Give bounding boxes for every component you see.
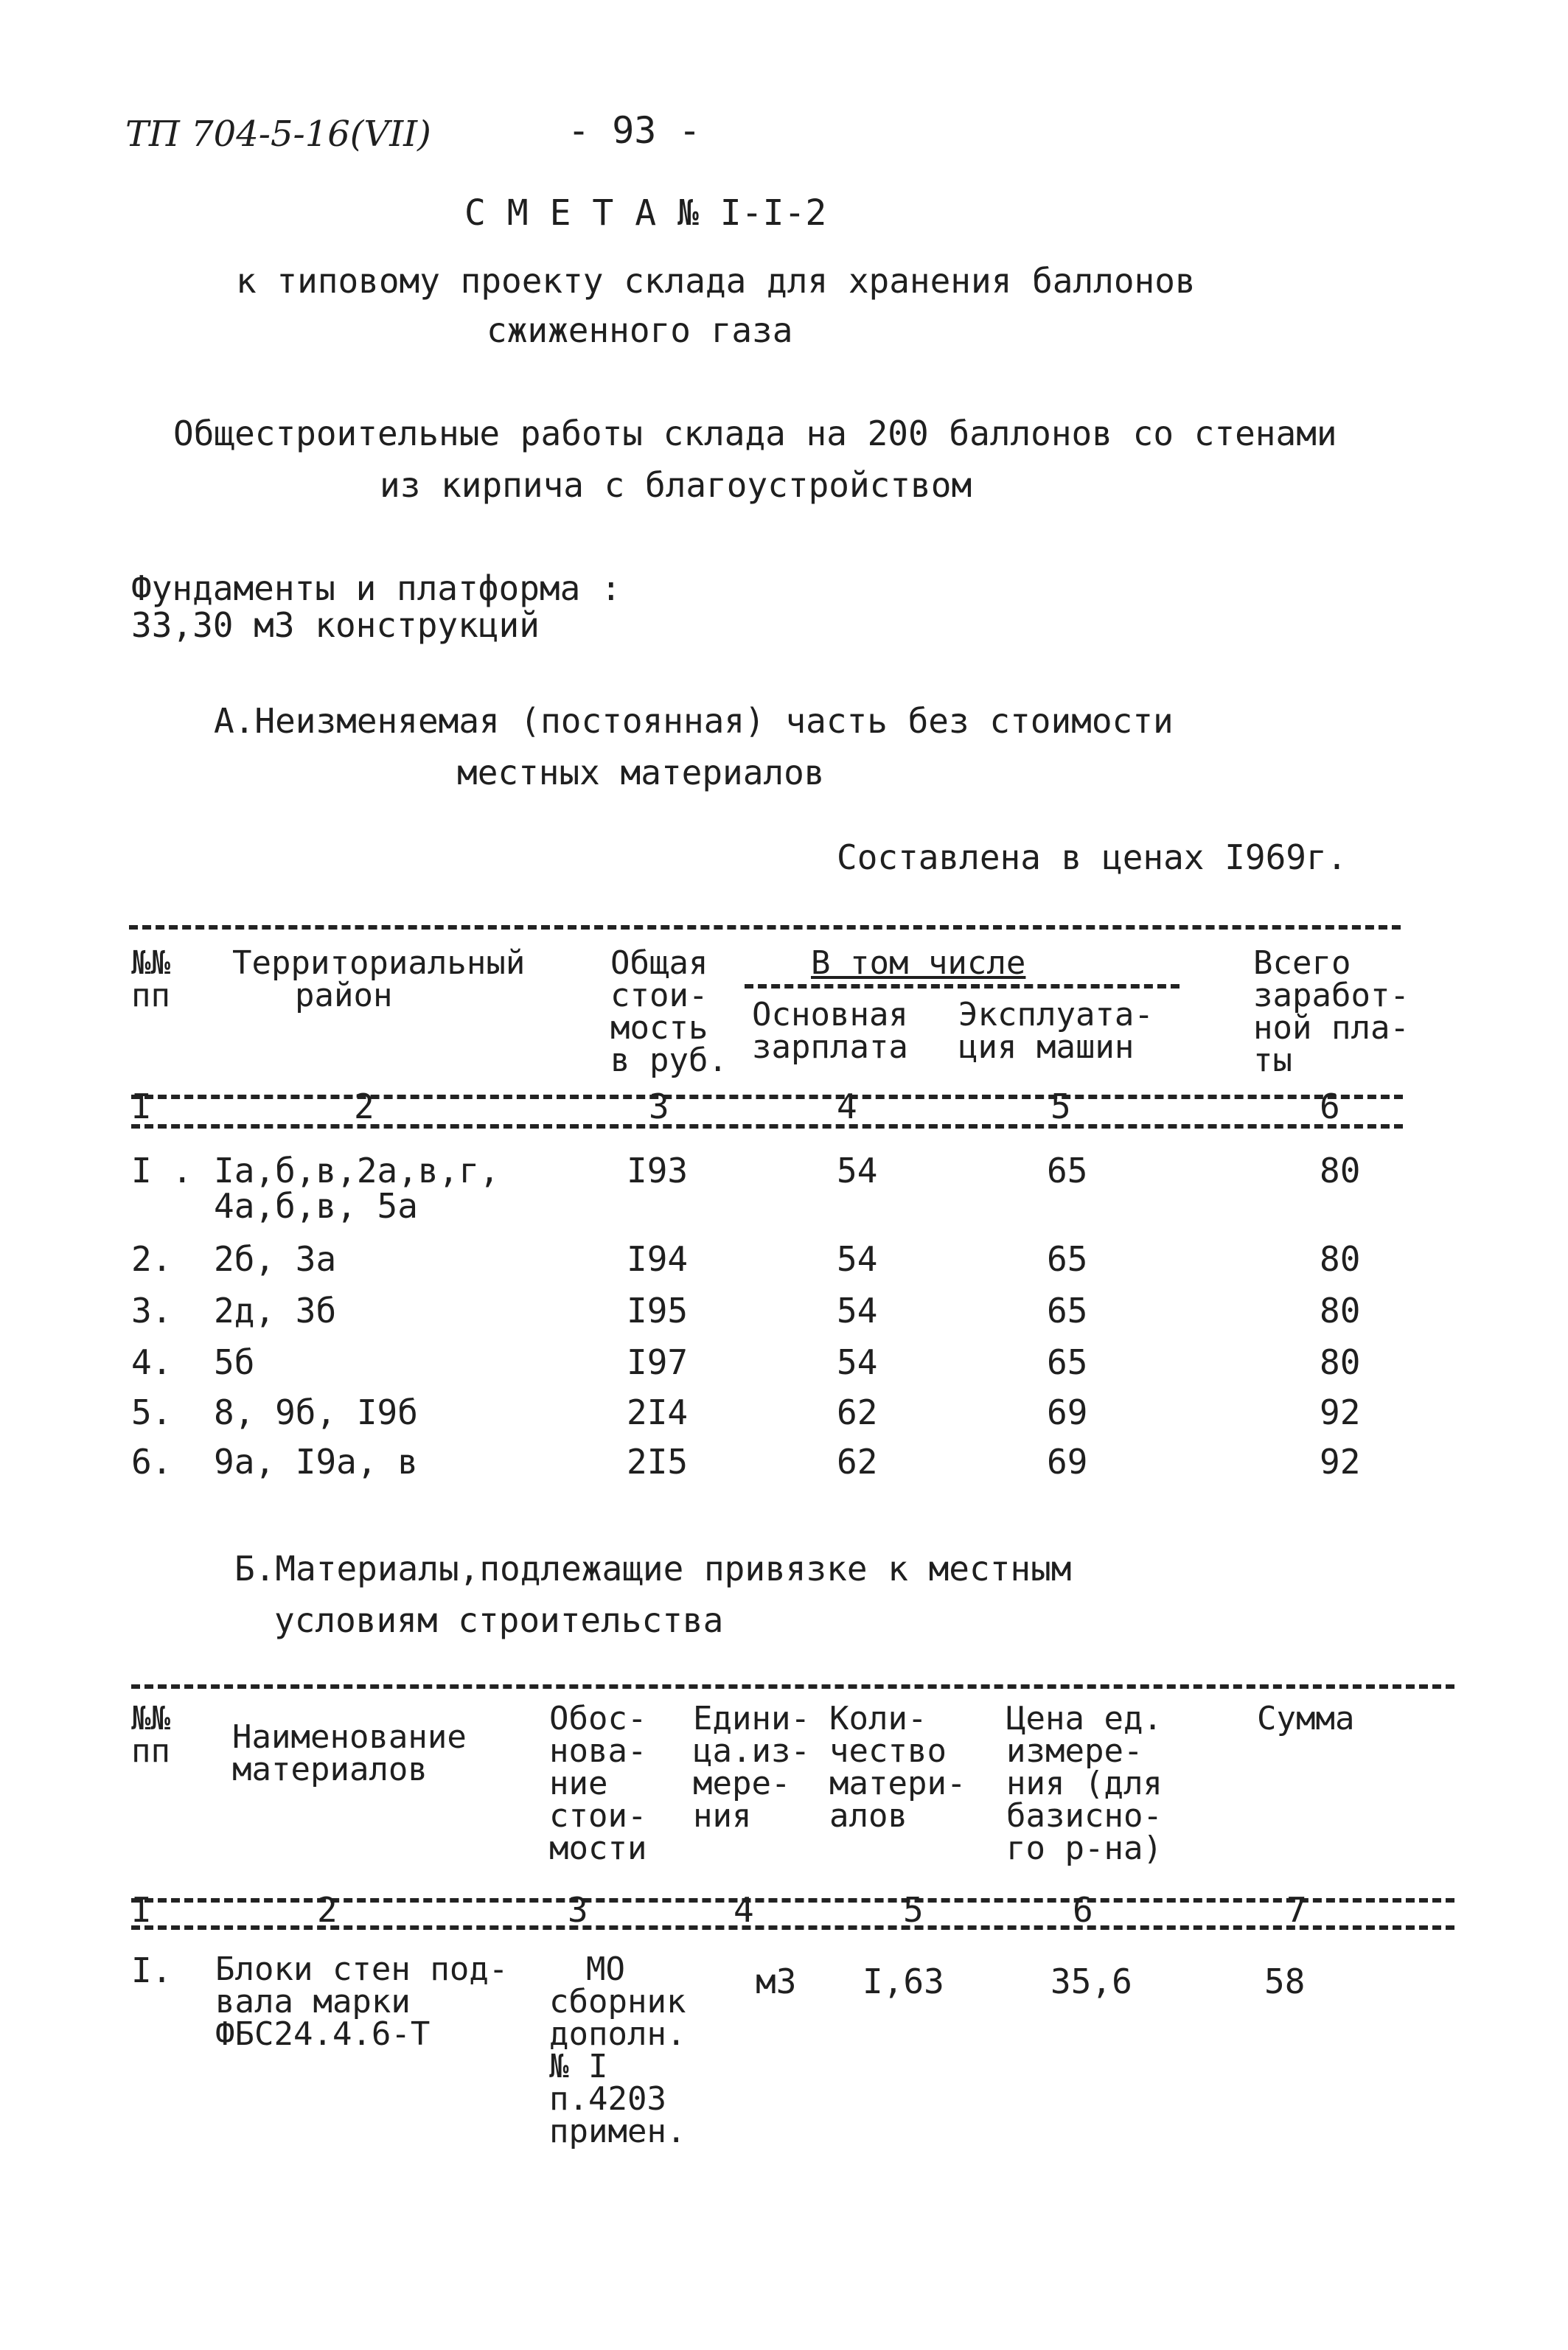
table-a-row-district: 9а, I9а, в [214, 1442, 418, 1482]
table-a-row-district: 5б [214, 1342, 255, 1382]
table-a-row-district: Iа,б,в,2а,в,г, [214, 1151, 500, 1190]
table-b-row-basis: МО сборник дополн. № I п.4203 примен. [549, 1950, 686, 2150]
table-a-row-wages: 62 [837, 1392, 878, 1432]
table-a-row-district: 2б, 3а [214, 1239, 337, 1279]
table-a-row-all-wages: 80 [1320, 1239, 1361, 1279]
table-a-row-total: I93 [627, 1151, 689, 1190]
table-b-header-name: Наименование материалов [232, 1718, 467, 1788]
table-b-row-num: I. [131, 1950, 173, 1990]
table-a-row-machines: 65 [1047, 1151, 1088, 1190]
table-b-colnum-4: 4 [734, 1890, 754, 1930]
table-a-row-district: 2д, 3б [214, 1291, 337, 1331]
table-b-colnum-1: I [131, 1890, 152, 1930]
table-a-row-machines: 65 [1047, 1291, 1088, 1331]
table-b-header-price: Цена ед. измере- ния (для базисно- го р-на) [1006, 1700, 1163, 1867]
table-b-row-unit: м3 [756, 1962, 797, 2001]
table-a-row-wages: 54 [837, 1291, 878, 1331]
page-number: - 93 - [568, 109, 701, 152]
table-b-row-sum: 58 [1264, 1962, 1306, 2001]
table-b-row-qty: I,63 [863, 1962, 944, 2001]
table-b-colnum-6: 6 [1073, 1890, 1093, 1930]
table-b-colnum-2: 2 [317, 1890, 338, 1930]
section-b-title-line-1: Б.Материалы,подлежащие привязке к местным [234, 1549, 1072, 1589]
table-a-row-wages: 54 [837, 1239, 878, 1279]
table-a-colnum-6: 6 [1320, 1087, 1340, 1126]
table-a-row-district-cont: 4а,б,в, 5а [214, 1186, 418, 1226]
section-a-title-line-1: А.Неизменяемая (постоянная) часть без стоимости [214, 701, 1174, 741]
table-a-colnum-2: 2 [354, 1087, 374, 1126]
table-a-colnum-5: 5 [1050, 1087, 1071, 1126]
table-a-row-wages: 54 [837, 1151, 878, 1190]
table-a-row-district: 8, 9б, I9б [214, 1392, 418, 1432]
table-a-row-total: I95 [627, 1291, 689, 1331]
table-b-colnum-7: 7 [1286, 1890, 1307, 1930]
table-a-row-wages: 54 [837, 1342, 878, 1382]
table-b-row-name: Блоки стен под- вала марки ФБС24.4.6-Т [215, 1950, 509, 2053]
table-a-header-wages: Основная зарплата [752, 996, 908, 1066]
table-a-header-all-wages: Всего заработ- ной пла- ты [1253, 944, 1410, 1079]
subtitle-line-2: сжиженного газа [487, 310, 793, 350]
table-b-colnum-5: 5 [903, 1890, 924, 1930]
table-a-colnum-1: I [131, 1087, 152, 1126]
table-a-row-all-wages: 92 [1320, 1392, 1361, 1432]
section-b-title-line-2: условиям строительства [274, 1600, 724, 1640]
table-a-header-including: В том числе [811, 944, 1026, 982]
table-a-row-num: 2. [131, 1239, 173, 1279]
estimate-title: С М Е Т А № I-I-2 [464, 192, 827, 234]
table-a-row-num: 4. [131, 1342, 173, 1382]
table-b-header-unit: Едини- ца.из- мере- ния [693, 1700, 810, 1835]
table-a-row-all-wages: 92 [1320, 1442, 1361, 1482]
compiled-prices-note: Составлена в ценах I969г. [837, 837, 1348, 877]
table-b-header-basis: Обос- нова- ние стои- мости [549, 1700, 647, 1867]
table-a-row-total: 2I5 [627, 1442, 689, 1482]
table-a-row-machines: 69 [1047, 1442, 1088, 1482]
table-a-header-district: Территориальный район [232, 944, 526, 1014]
table-b-colnum-3: 3 [568, 1890, 588, 1930]
table-a-row-machines: 65 [1047, 1342, 1088, 1382]
table-a-row-machines: 69 [1047, 1392, 1088, 1432]
table-b-header-qty: Коли- чество матери- алов [829, 1700, 966, 1835]
table-a-row-num: 5. [131, 1392, 173, 1432]
table-a-row-total: 2I4 [627, 1392, 689, 1432]
table-a-row-all-wages: 80 [1320, 1151, 1361, 1190]
description-line-1: Общестроительные работы склада на 200 баллонов со стенами [173, 414, 1337, 453]
document-code: ТП 704-5-16(VII) [125, 114, 431, 155]
table-a-header-rule [131, 1095, 1403, 1099]
table-a-colnum-3: 3 [649, 1087, 669, 1126]
table-a-top-rule [129, 925, 1401, 930]
table-b-top-rule [131, 1684, 1454, 1689]
table-a-row-all-wages: 80 [1320, 1291, 1361, 1331]
table-a-row-num: 6. [131, 1442, 173, 1482]
subtitle-line-1: к типовому проекту склада для хранения баллонов [236, 261, 1196, 301]
table-a-row-all-wages: 80 [1320, 1342, 1361, 1382]
table-a-colnum-4: 4 [837, 1087, 857, 1126]
table-b-row-price: 35,6 [1050, 1962, 1132, 2001]
table-a-including-rule [745, 984, 1180, 989]
table-a-colnum-rule [131, 1124, 1403, 1129]
table-a-header-total: Общая стои- мость в руб. [610, 944, 728, 1079]
table-a-row-num: I . [131, 1151, 193, 1190]
table-a-header-machines: Эксплуата- ция машин [958, 996, 1154, 1066]
foundation-line-1: Фундаменты и платформа : [131, 568, 621, 608]
table-a-row-total: I94 [627, 1239, 689, 1279]
table-b-header-sum: Сумма [1257, 1700, 1355, 1737]
table-a-row-wages: 62 [837, 1442, 878, 1482]
table-a-header-num: №№ пп [131, 944, 170, 1014]
table-a-row-machines: 65 [1047, 1239, 1088, 1279]
table-b-header-num: №№ пп [131, 1700, 170, 1770]
foundation-line-2: 33,30 м3 конструкций [131, 605, 540, 645]
table-a-row-num: 3. [131, 1291, 173, 1331]
description-line-2: из кирпича с благоустройством [380, 465, 972, 505]
table-a-row-total: I97 [627, 1342, 689, 1382]
section-a-title-line-2: местных материалов [457, 753, 825, 792]
